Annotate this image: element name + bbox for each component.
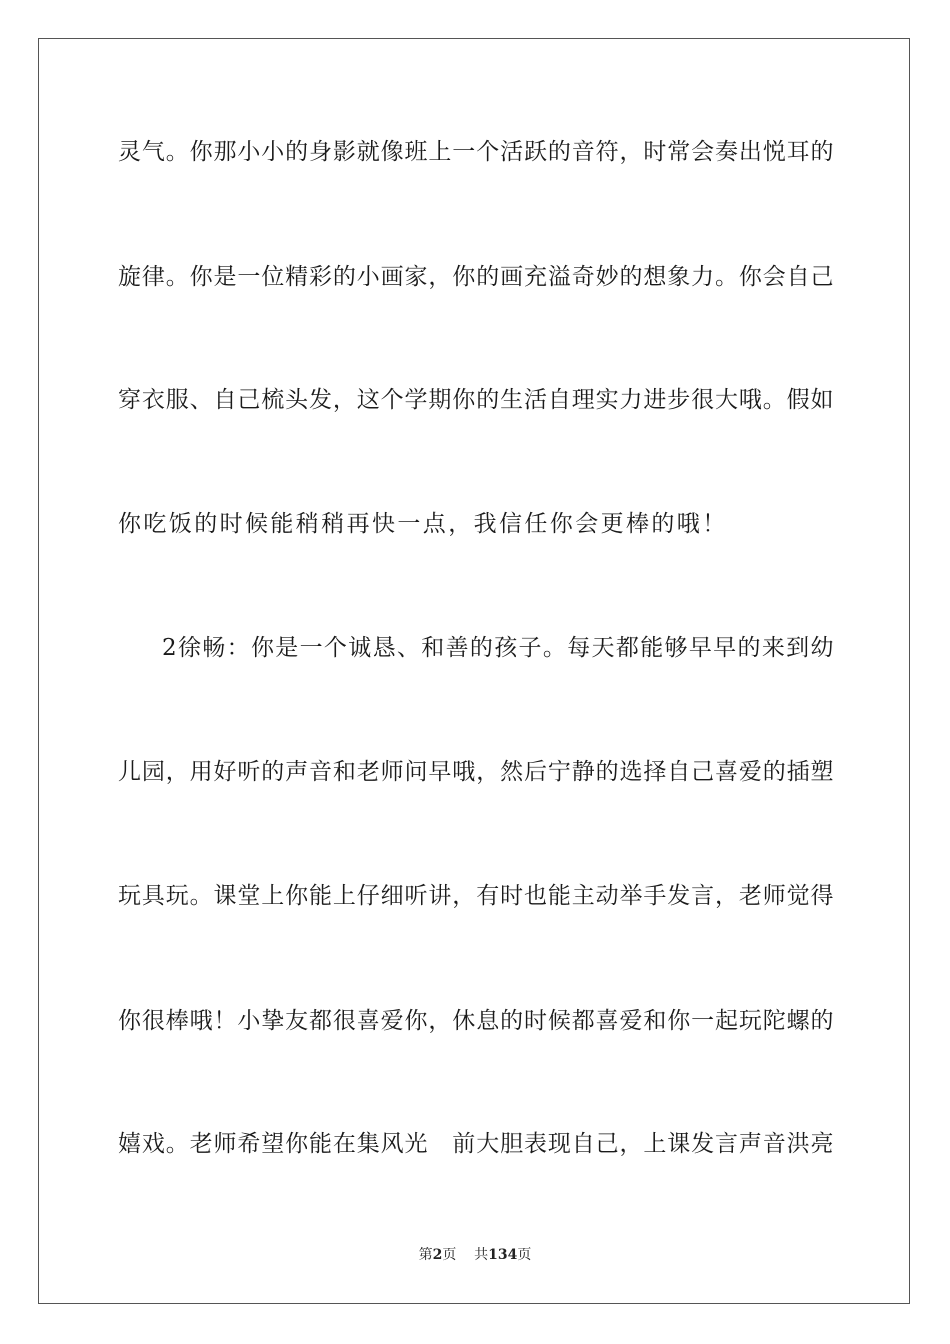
footer-total-pages: 134: [488, 1247, 518, 1263]
footer-page-number: 2: [432, 1247, 443, 1263]
paragraph-line-9: 嬉戏。老师希望你能在集风光 前大胆表现自己，上课发言声音洪亮: [118, 1131, 834, 1157]
page-footer: [0, 1246, 950, 1264]
footer-page-suffix: 页: [442, 1247, 457, 1263]
page-border: [38, 38, 910, 1304]
paragraph-line-5: 2徐畅：你是一个诚恳、和善的孩子。每天都能够早早的来到幼: [162, 635, 834, 661]
paragraph-line-3: 穿衣服、自己梳头发，这个学期你的生活自理实力进步很大哦。假如: [118, 387, 834, 413]
paragraph-line-2: 旋律。你是一位精彩的小画家，你的画充溢奇妙的想象力。你会自己: [118, 264, 834, 290]
footer-total-prefix: 共: [474, 1247, 489, 1263]
footer-page-prefix: 第: [418, 1247, 433, 1263]
paragraph-line-6: 儿园，用好听的声音和老师问早哦，然后宁静的选择自己喜爱的插塑: [118, 759, 834, 785]
paragraph-line-1: 灵气。你那小小的身影就像班上一个活跃的音符，时常会奏出悦耳的: [118, 139, 834, 165]
paragraph-line-8: 你很棒哦！小挚友都很喜爱你，休息的时候都喜爱和你一起玩陀螺的: [118, 1008, 834, 1034]
paragraph-line-4: 你吃饭的时候能稍稍再快一点，我信任你会更棒的哦！: [118, 511, 728, 537]
footer-total-suffix: 页: [517, 1247, 532, 1263]
paragraph-line-7: 玩具玩。课堂上你能上仔细听讲，有时也能主动举手发言，老师觉得: [118, 883, 834, 909]
